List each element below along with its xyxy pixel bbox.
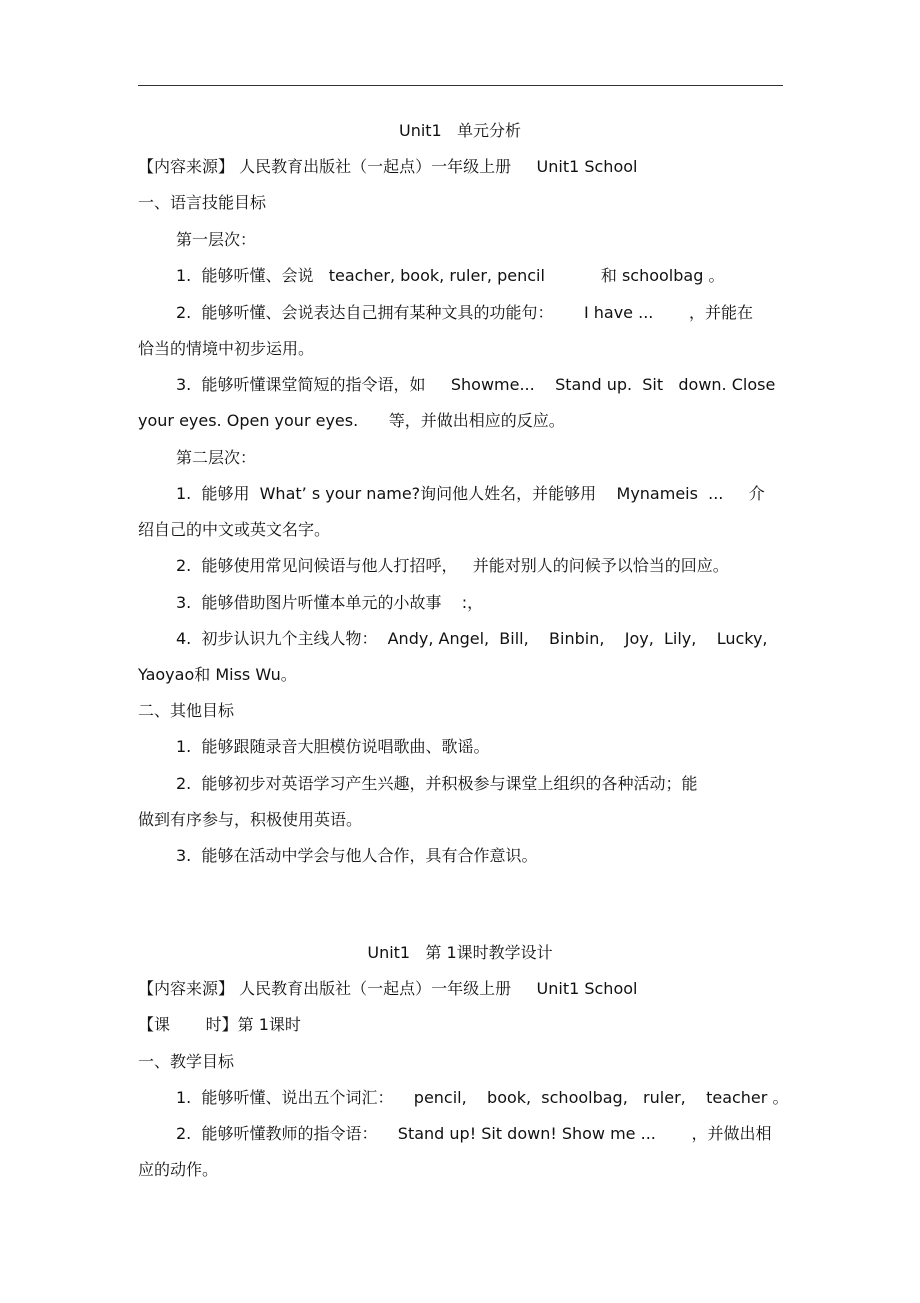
level-two-item-4-cont: Yaoyao和 Miss Wu。	[138, 665, 297, 684]
other-item-2-cont: 做到有序参与，积极使用英语。	[138, 810, 363, 829]
level-one-item-1: 1. 能够听懂、会说 teacher, book, ruler, pencil 和 schoolbag 。	[176, 266, 725, 285]
level-two-item-1: 1. 能够用 What’ s your name?询问他人姓名，并能够用 Mynameis ... 介	[176, 484, 765, 503]
heading-language-skills: 一、语言技能目标	[138, 193, 267, 212]
level-one-item-3-cont: your eyes. Open your eyes. 等，并做出相应的反应。	[138, 411, 565, 430]
unit-analysis-title: Unit1 单元分析	[398, 121, 521, 140]
period-label: 【课 时】第 1课时	[138, 1015, 301, 1034]
content-source: 【内容来源】 人民教育出版社（一起点）一年级上册 Unit1 School	[138, 157, 638, 176]
heading-teaching-goals: 一、教学目标	[138, 1052, 235, 1071]
content-source-2: 【内容来源】 人民教育出版社（一起点）一年级上册 Unit1 School	[138, 979, 638, 998]
level-one-item-2: 2. 能够听懂、会说表达自己拥有某种文具的功能句： I have ... ，并能在	[176, 303, 753, 322]
heading-other-goals: 二、其他目标	[138, 701, 235, 720]
level-two-item-2: 2. 能够使用常见问候语与他人打招呼， 并能对别人的问候予以恰当的回应。	[176, 556, 729, 575]
other-item-2: 2. 能够初步对英语学习产生兴趣，并积极参与课堂上组织的各种活动；能	[176, 774, 698, 793]
level-two-item-1-cont: 绍自己的中文或英文名字。	[138, 520, 331, 539]
level-one-label: 第一层次：	[176, 230, 257, 249]
header-rule	[138, 85, 783, 86]
level-two-label: 第二层次：	[176, 448, 257, 467]
teaching-item-2: 2. 能够听懂教师的指令语： Stand up! Sit down! Show me ... ，并做出相	[176, 1124, 772, 1143]
teaching-item-2-cont: 应的动作。	[138, 1160, 219, 1179]
lesson-design-title: Unit1 第 1课时教学设计	[367, 943, 553, 962]
teaching-item-1: 1. 能够听懂、说出五个词汇： pencil, book, schoolbag, ruler, teacher 。	[176, 1088, 789, 1107]
other-item-1: 1. 能够跟随录音大胆模仿说唱歌曲、歌谣。	[176, 737, 490, 756]
level-two-item-4: 4. 初步认识九个主线人物： Andy, Angel, Bill, Binbin, Joy, Lily, Lucky,	[176, 629, 768, 648]
level-one-item-3: 3. 能够听懂课堂简短的指令语，如 Showme... Stand up. Sit down. Close	[176, 375, 776, 394]
other-item-3: 3. 能够在活动中学会与他人合作，具有合作意识。	[176, 846, 538, 865]
level-two-item-3: 3. 能够借助图片听懂本单元的小故事 :，	[176, 593, 484, 612]
level-one-item-2-cont: 恰当的情境中初步运用。	[138, 339, 315, 358]
